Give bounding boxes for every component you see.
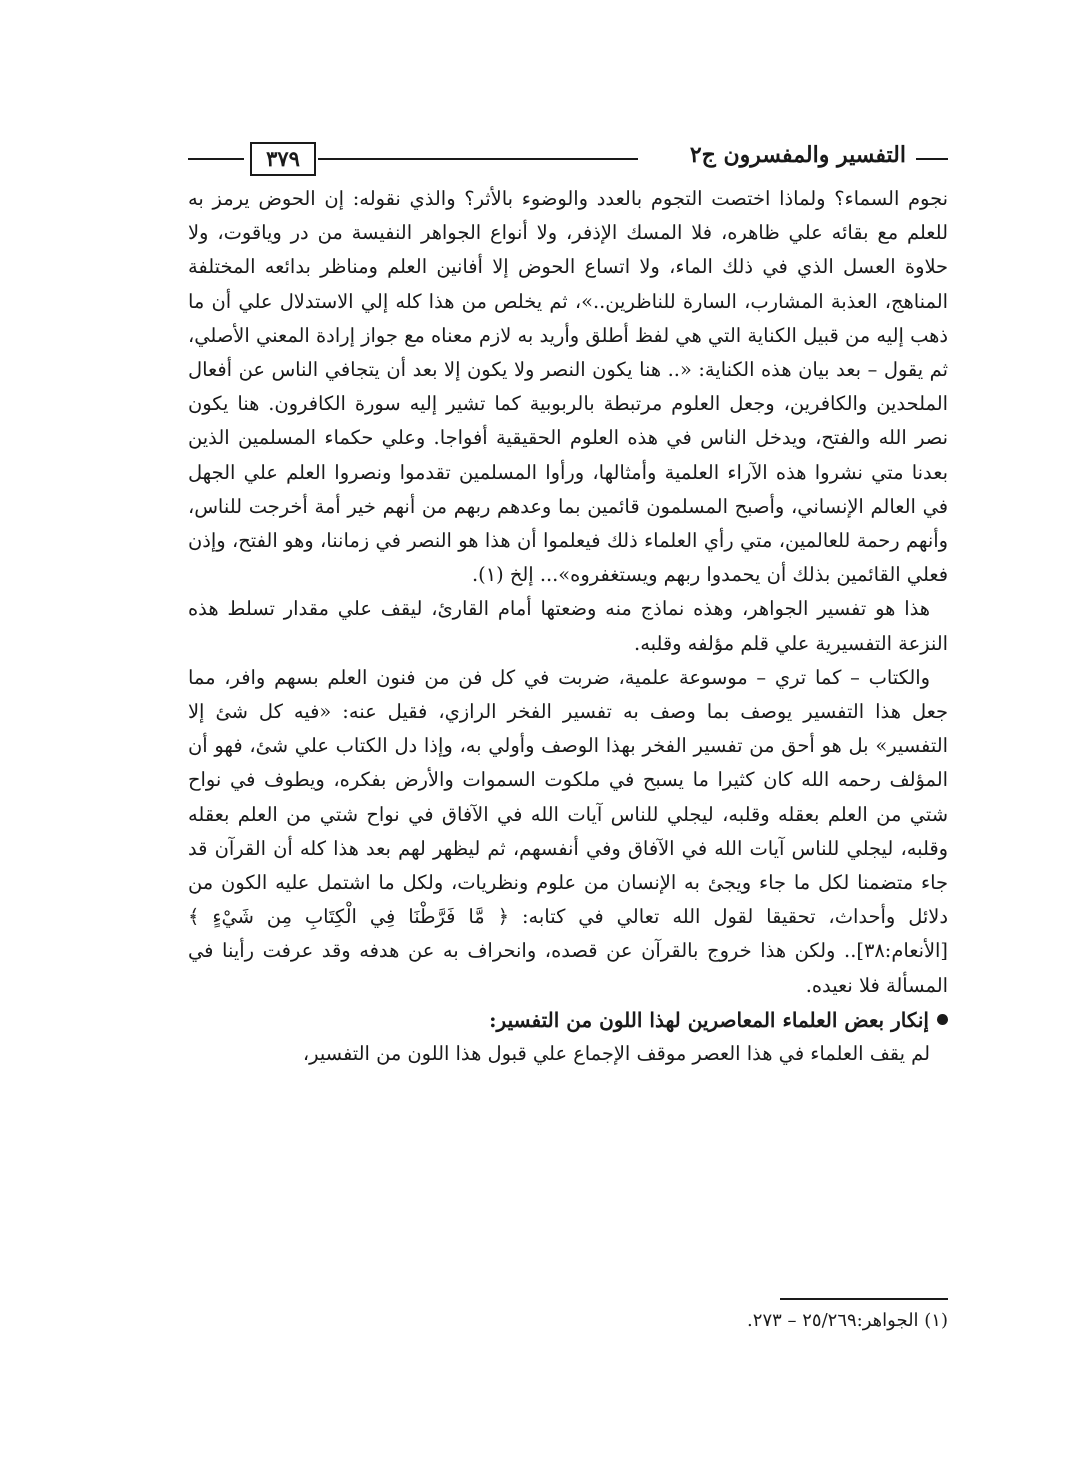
page-number: ٣٧٩ (250, 142, 316, 176)
body-text (188, 182, 948, 1071)
bullet-icon (937, 1014, 948, 1025)
header-rule-left (188, 158, 244, 160)
book-title: التفسير والمفسرون ج٢ (689, 142, 906, 168)
header-rule-middle (318, 158, 638, 160)
footnote-rule (780, 1298, 948, 1300)
paragraph-2: هذا هو تفسير الجواهر، وهذه نماذج منه وضعتها أمام القارئ، ليقف علي مقدار تسلط هذه النزعة التفسيرية علي قلم مؤلفه وقلبه. (188, 597, 948, 655)
paragraph-3: والكتاب – كما تري – موسوعة علمية، ضربت في كل فن من فنون العلم بسهم وافر، مما جعل هذا التفسير يوصف بما وصف به تفسير الفخر الرازي، فقيل عنه: «فيه كل شئ إلا التفسير» بل هو أحق من تفسير الفخر بهذا الوصف وأولي به، وإذا دل الكتاب علي شئ، فهو أن المؤلف رحمه الله كان كثيرا ما يسبح في ملكوت السموات والأرض بفكره، ويطوف في نواح شتي من العلم بعقله وقلبه، ليجلي للناس آيات الله في الآفاق في نواح شتي من العلم بعقله وقلبه، ليجلي للناس آيات الله في الآفاق وفي أنفسهم، ثم ليظهر لهم بعد هذا كله أن القرآن قد جاء متضمنا لكل ما جاء ويجئ به الإنسان من علوم ونظريات، ولكل ما اشتمل عليه الكون من دلائل وأحداث، تحقيقا لقول الله تعالي في كتابه: ﴿ مَّا فَرَّطْنَا فِي الْكِتَابِ مِن شَيْءٍ ﴾ [الأنعام:٣٨].. ولكن هذا خروج بالقرآن عن قصده، وانحراف به عن هدفه وقد عرفت رأينا في المسألة فلا نعيده. (188, 665, 948, 997)
footnote: (١) الجواهر:٢٥/٢٦٩ – ٢٧٣. (747, 1310, 948, 1331)
page (188, 140, 948, 1400)
running-header (188, 140, 948, 180)
section-heading-text: إنكار بعض العلماء المعاصرين لهذا اللون من التفسير: (489, 1007, 929, 1032)
paragraph-1: نجوم السماء؟ ولماذا اختصت التجوم بالعدد والوضوء بالأثر؟ والذي نقوله: إن الحوض يرمز به للعلم مع بقائه علي ظاهره، فلا المسك الإذفر، ولا أنواع الجواهر النفيسة من در وياقوت، ولا حلاوة العسل الذي في ذلك الماء، ولا اتساع الحوض إلا أفانين العلم ومناظر بدائعه المختلفة المناهج، العذبة المشارب، السارة للناظرين..»، ثم يخلص من هذا كله إلي الاستدلال علي أن ما ذهب إليه من قبيل الكناية التي هي لفظ أطلق وأريد به لازم معناه مع جواز إرادة المعني الأصلي، ثم يقول – بعد بيان هذه الكناية: «.. هنا يكون النصر ولا يكون إلا بعد أن يتجافي الناس عن أفعال الملحدين والكافرين، وجعل العلوم مرتبطة بالربوبية كما تشير إليه سورة الكافرون. هنا يكون نصر الله والفتح، ويدخل الناس في هذه العلوم الحقيقية أفواجا. وعلي حكماء المسلمين الذين بعدنا متي نشروا هذه الآراء العلمية وأمثالها، ورأوا المسلمين تقدموا ونصروا العلم علي الجهل في العالم الإنساني، وأصبح المسلمون قائمين بما وعدهم ربهم من أنهم خير أمة أخرجت للناس، وأنهم رحمة للعالمين، متي رأي العلماء ذلك فيعلموا أن هذا هو النصر في زماننا، وهو الفتح، وإذن فعلي القائمين بذلك أن يحمدوا ربهم ويستغفروه»... إلخ (١). (188, 187, 948, 587)
header-rule-right (916, 158, 948, 160)
closing-line: لم يقف العلماء في هذا العصر موقف الإجماع علي قبول هذا اللون من التفسير، (302, 1042, 930, 1066)
section-heading (188, 1003, 948, 1037)
